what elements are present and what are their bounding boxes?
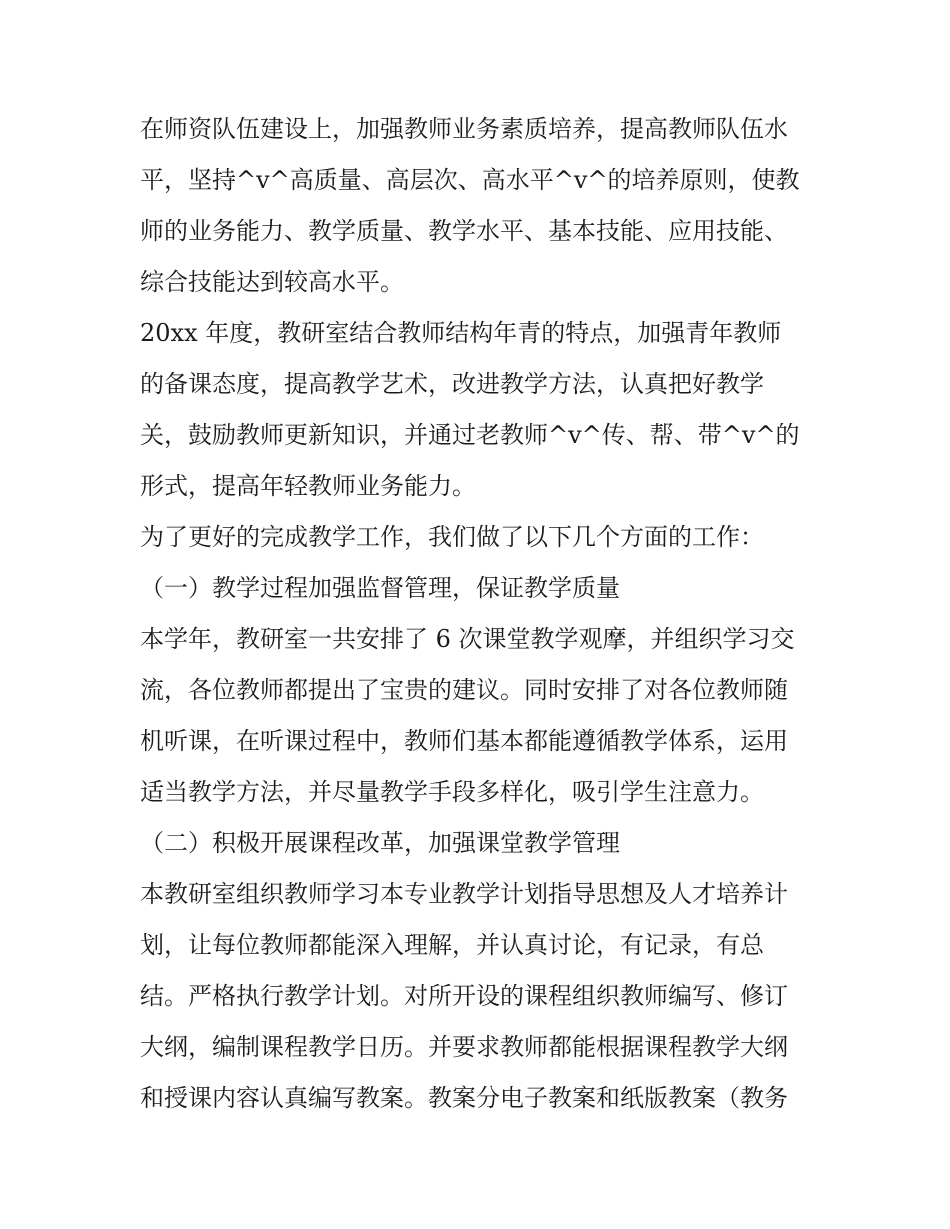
text-line: 20xx 年度，教研室结合教师结构年青的特点，加强青年教师 (140, 319, 782, 347)
text-line: 结。严格执行教学计划。对所开设的课程组织教师编写、修订 (140, 982, 788, 1010)
text-line: 为了更好的完成教学工作，我们做了以下几个方面的工作： (140, 523, 764, 551)
text-line: 机听课，在听课过程中，教师们基本都能遵循教学体系，运用 (140, 727, 788, 755)
section-heading-2: （二）积极开展课程改革，加强课堂教学管理 (140, 829, 620, 857)
text-line: 适当教学方法，并尽量教学手段多样化，吸引学生注意力。 (140, 778, 764, 806)
text-line: 和授课内容认真编写教案。教案分电子教案和纸版教案（教务 (140, 1084, 788, 1112)
text-line: 形式，提高年轻教师业务能力。 (140, 472, 476, 500)
text-line: 流，各位教师都提出了宝贵的建议。同时安排了对各位教师随 (140, 676, 788, 704)
document-body (140, 104, 820, 1124)
text-line: 师的业务能力、教学质量、教学水平、基本技能、应用技能、 (140, 217, 788, 245)
text-line: 综合技能达到较高水平。 (140, 268, 404, 296)
text-line: 大纲，编制课程教学日历。并要求教师都能根据课程教学大纲 (140, 1033, 788, 1061)
text-line: 的备课态度，提高教学艺术，改进教学方法，认真把好教学 (140, 370, 764, 398)
section-heading-1: （一）教学过程加强监督管理，保证教学质量 (140, 574, 620, 602)
text-line: 关，鼓励教师更新知识，并通过老教师^v^传、帮、带^v^的 (140, 421, 800, 449)
text-line: 本教研室组织教师学习本专业教学计划指导思想及人才培养计 (140, 880, 788, 908)
text-line: 划，让每位教师都能深入理解，并认真讨论，有记录，有总 (140, 931, 764, 959)
text-line: 本学年，教研室一共安排了 6 次课堂教学观摩，并组织学习交 (140, 625, 795, 653)
text-line: 平，坚持^v^高质量、高层次、高水平^v^的培养原则，使教 (140, 166, 800, 194)
text-line: 在师资队伍建设上，加强教师业务素质培养，提高教师队伍水 (140, 115, 788, 143)
